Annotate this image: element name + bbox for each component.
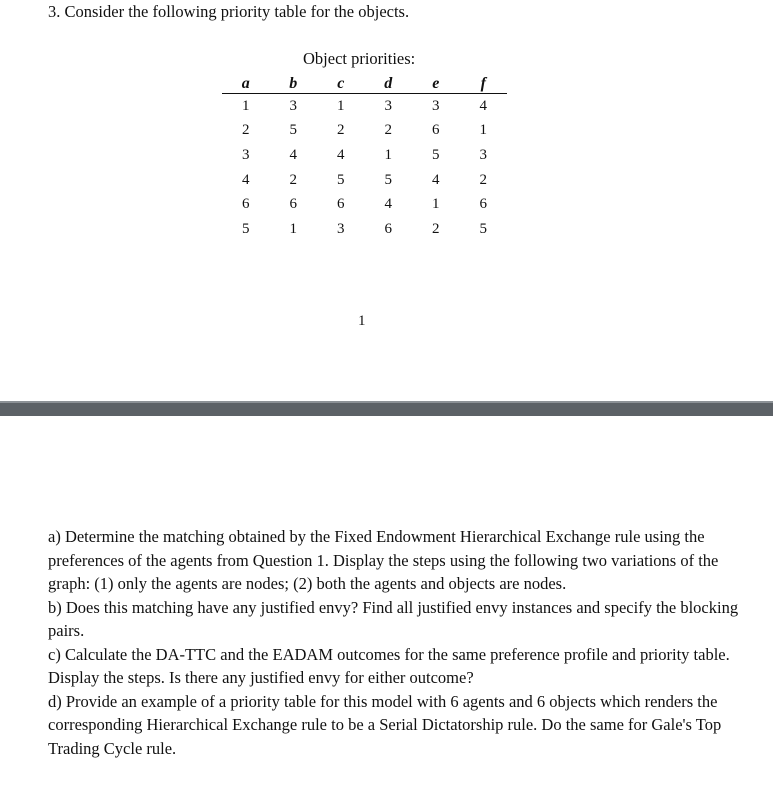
table-cell: 2 [337, 122, 345, 139]
table-cell: 1 [242, 97, 250, 114]
table-cell: 2 [384, 122, 392, 139]
table-row [222, 168, 507, 193]
table-cell: 5 [479, 220, 487, 237]
column-header-b: b [270, 74, 318, 94]
table-cell: 3 [384, 97, 392, 114]
column-header-e: e [412, 74, 460, 94]
table-cell: 1 [432, 196, 440, 213]
table-cell: 1 [479, 122, 487, 139]
question-d: d) Provide an example of a priority table for this model with 6 agents and 6 objects which renders the corresponding Hierarchical Exchange rule to be a Serial Dictatorship rule. Do the same for Gale's Top Trading Cycle rule. [48, 691, 722, 758]
table-cell: 6 [242, 196, 250, 213]
table-cell: 4 [337, 146, 345, 163]
table-title: Object priorities: [303, 49, 416, 68]
column-header-a: a [222, 74, 270, 94]
table-header-row [222, 74, 507, 94]
table-cell: 5 [337, 171, 345, 188]
table-cell: 5 [289, 122, 297, 139]
table-cell: 4 [289, 146, 297, 163]
table-cell: 4 [479, 97, 487, 114]
table-cell: 6 [289, 196, 297, 213]
column-header-f: f [460, 74, 508, 94]
table-cell: 4 [242, 171, 250, 188]
page-divider [0, 401, 773, 416]
table-cell: 4 [384, 196, 392, 213]
table-cell: 5 [242, 220, 250, 237]
table-cell: 3 [242, 146, 250, 163]
table-cell: 5 [384, 171, 392, 188]
table-cell: 6 [479, 196, 487, 213]
table-row [222, 94, 507, 119]
table-row [222, 192, 507, 217]
question-heading: 3. Consider the following priority table for the objects. [48, 2, 410, 21]
column-header-d: d [365, 74, 413, 94]
table-cell: 6 [432, 122, 440, 139]
table-cell: 2 [242, 122, 250, 139]
page-number: 1 [358, 313, 366, 329]
priority-table [222, 74, 507, 242]
table-cell: 3 [479, 146, 487, 163]
question-b: b) Does this matching have any justified envy? Find all justified envy instances and specify the blocking pairs. [48, 597, 739, 640]
question-a: a) Determine the matching obtained by the Fixed Endowment Hierarchical Exchange rule using the preferences of the agents from Question 1. Display the steps using the following two variations of the graph: (1) only the agents are nodes; (2) both the agents and objects are nodes. [48, 527, 719, 593]
table-cell: 2 [432, 220, 440, 237]
table-cell: 4 [432, 171, 440, 188]
table-cell: 2 [289, 171, 297, 188]
column-header-c: c [317, 74, 365, 94]
table-row [222, 143, 507, 168]
table-cell: 1 [337, 97, 345, 114]
table-cell: 2 [479, 171, 487, 188]
table-cell: 3 [337, 220, 345, 237]
table-cell: 1 [289, 220, 297, 237]
table-row [222, 217, 507, 242]
table-cell: 5 [432, 146, 440, 163]
table-cell: 6 [337, 196, 345, 213]
table-cell: 1 [384, 146, 392, 163]
table-row [222, 119, 507, 144]
question-c: c) Calculate the DA-TTC and the EADAM outcomes for the same preference profile and priority table. Display the steps. Is there any justified envy for either outcome? [48, 644, 730, 687]
table-cell: 6 [384, 220, 392, 237]
table-cell: 3 [289, 97, 297, 114]
question-list [48, 525, 748, 760]
table-cell: 3 [432, 97, 440, 114]
